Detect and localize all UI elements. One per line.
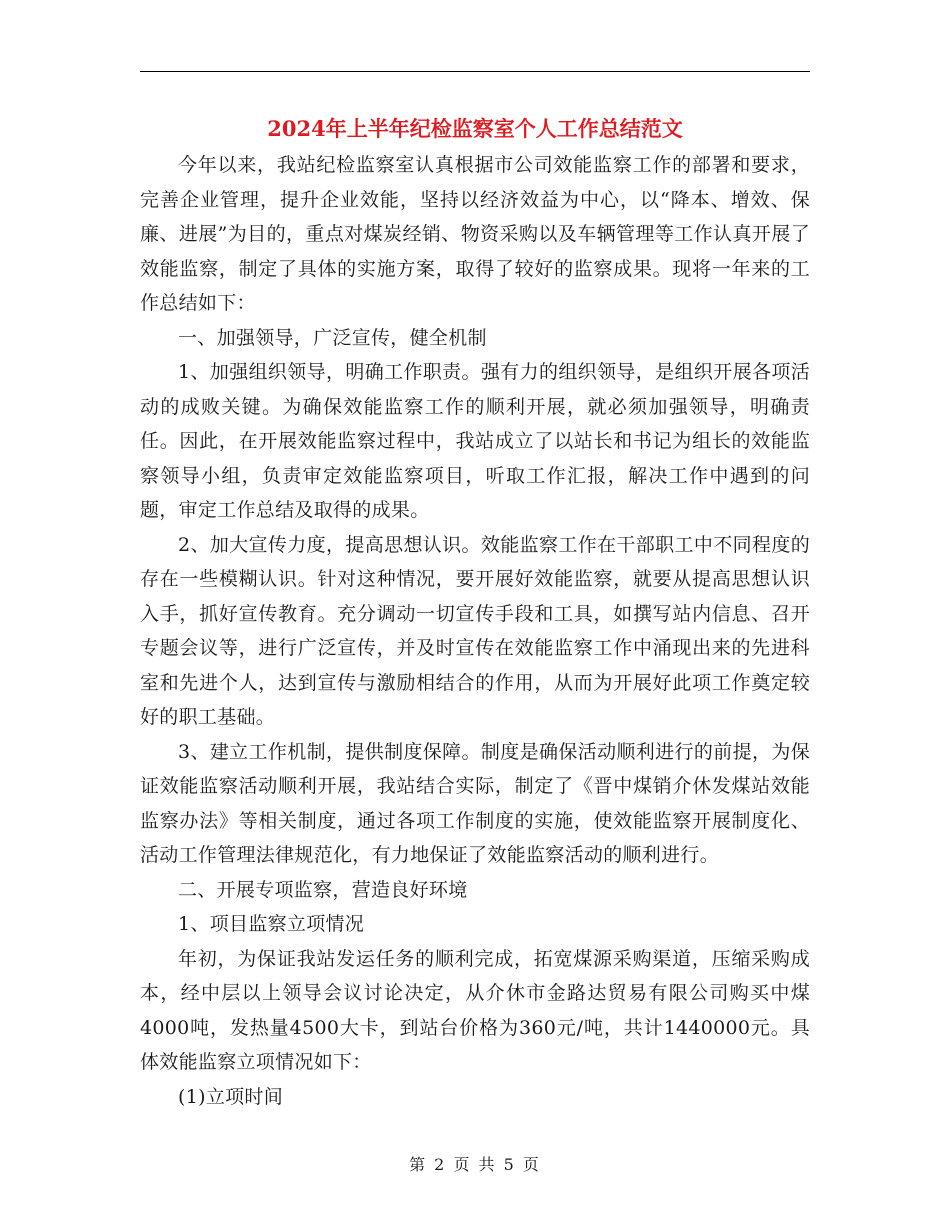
document-title: 2024年上半年纪检监察室个人工作总结范文 [267, 116, 683, 141]
section-heading-1: 一、加强领导，广泛宣传，健全机制 [178, 326, 487, 349]
paragraph-1-2: 2、加大宣传力度，提高思想认识。效能监察工作在干部职工中不同程度的存在一些模糊认识。针对这种情况，要开展好效能监察，就要从提高思想认识入手，抓好宣传教育。充分调动一切宣传手段和工具，如撰写站内信息、召开专题会议等，进行广泛宣传，并及时宣传在效能监察工作中涌现出来的先进科室和先进个人，达到宣传与激励相结合的作用，从而为开展好此项工作奠定较好的职工基础。 [140, 533, 810, 728]
document-body [140, 148, 810, 1114]
paragraph-2-1: 年初，为保证我站发运任务的顺利完成，拓宽煤源采购渠道，压缩采购成本，经中层以上领导会议讨论决定，从介休市金路达贸易有限公司购买中煤4000吨，发热量4500大卡，到站台价格为360元/吨，共计1440000元。具体效能监察立项情况如下： [140, 947, 810, 1073]
paragraph-1-1: 1、加强组织领导，明确工作职责。强有力的组织领导，是组织开展各项活动的成败关键。为确保效能监察工作的顺利开展，就必须加强领导，明确责任。因此，在开展效能监察过程中，我站成立了以站长和书记为组长的效能监察领导小组，负责审定效能监察项目，听取工作汇报，解决工作中遇到的问题，审定工作总结及取得的成果。 [140, 361, 810, 521]
section-heading-2: 二、开展专项监察，营造良好环境 [178, 878, 468, 901]
paragraph-intro: 今年以来，我站纪检监察室认真根据市公司效能监察工作的部署和要求，完善企业管理，提升企业效能，坚持以经济效益为中心，以“降本、增效、保廉、进展”为目的，重点对煤炭经销、物资采购以及车辆管理等工作认真开展了效能监察，制定了具体的实施方案，取得了较好的监察成果。现将一年来的工作总结如下： [140, 154, 810, 314]
item-heading-establish-time: (1)立项时间 [178, 1085, 284, 1108]
subheading-2-1: 1、项目监察立项情况 [178, 913, 365, 935]
header-rule [140, 71, 810, 72]
page-number: 第 2 页 共 5 页 [409, 1155, 541, 1174]
paragraph-1-3: 3、建立工作机制，提供制度保障。制度是确保活动顺利进行的前提，为保证效能监察活动顺利开展，我站结合实际，制定了《晋中煤销介休发煤站效能监察办法》等相关制度，通过各项工作制度的实施，使效能监察开展制度化、活动工作管理法律规范化，有力地保证了效能监察活动的顺利进行。 [140, 740, 810, 866]
